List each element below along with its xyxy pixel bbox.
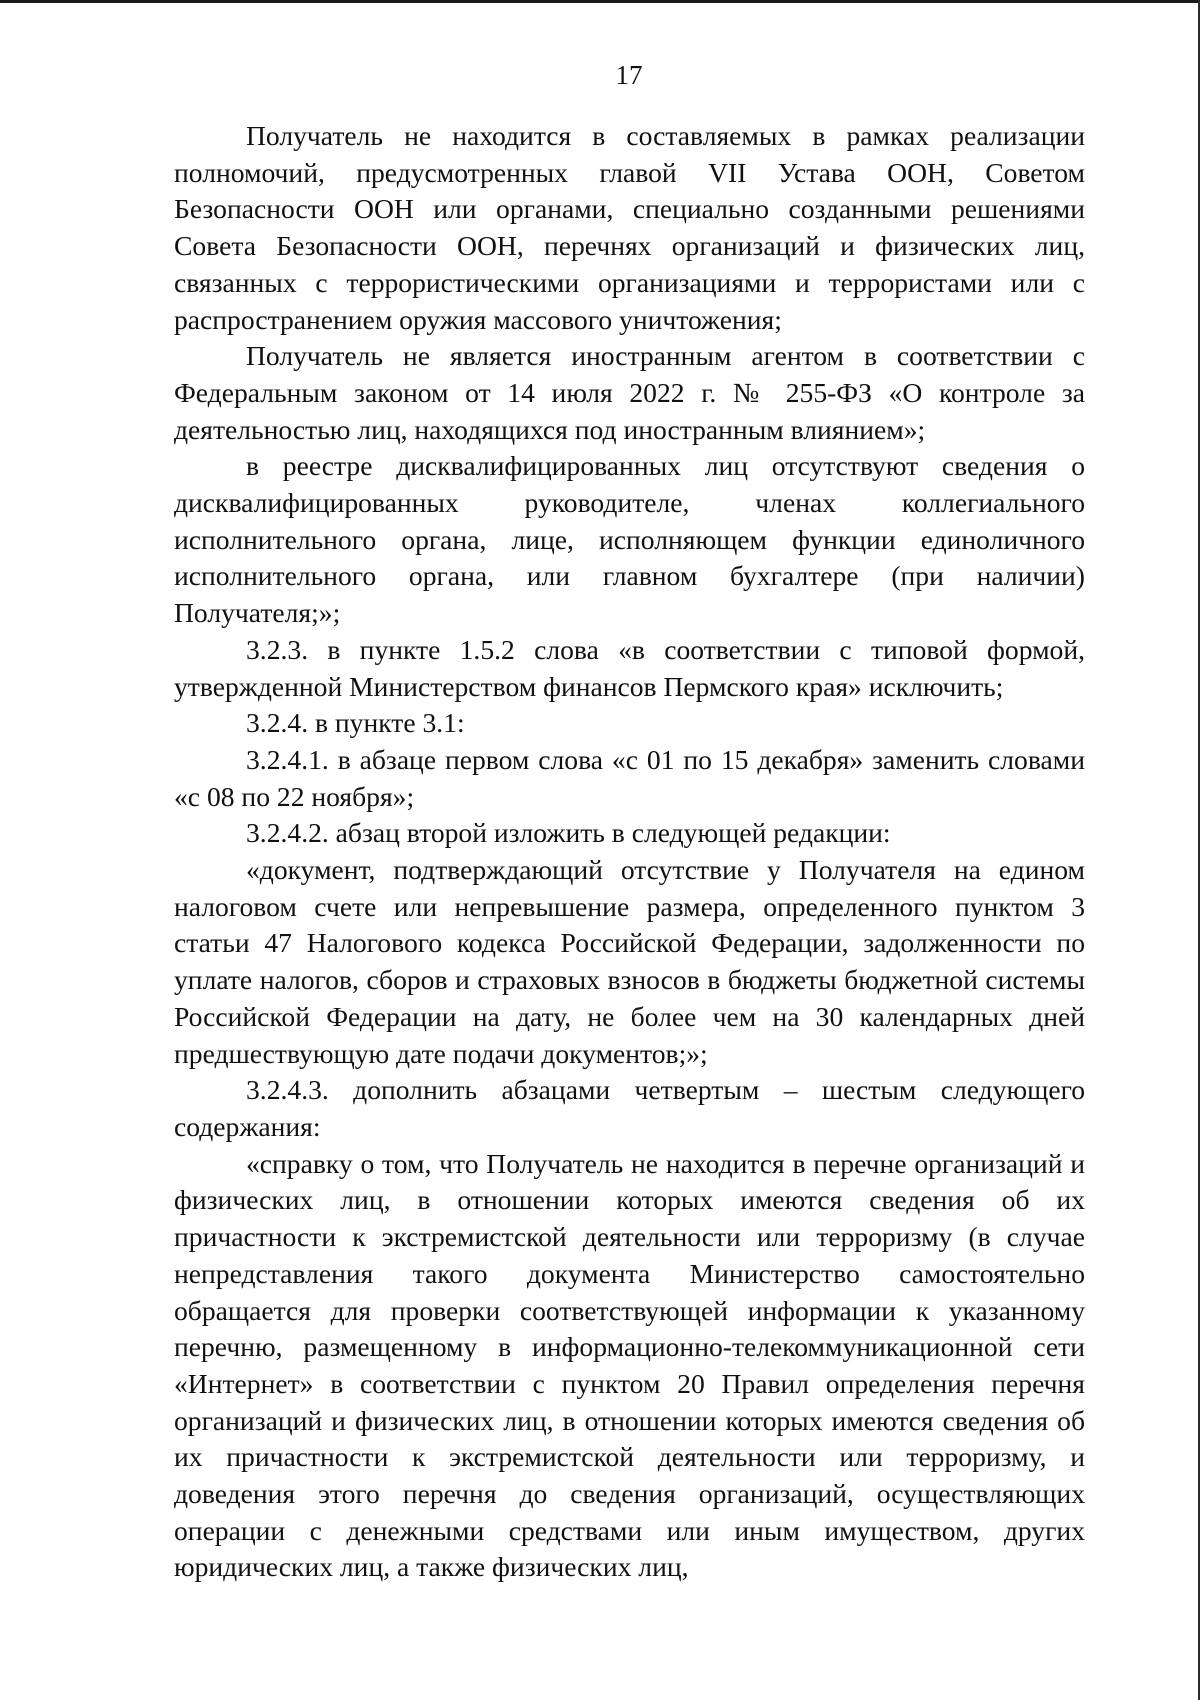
paragraph-3-2-4-1: 3.2.4.1. в абзаце первом слова «с 01 по 15 декабря» заменить словами «с 08 по 22 ноября»; (174, 743, 1085, 812)
paragraph-3-2-3: 3.2.3. в пункте 1.5.2 слова «в соответствии с типовой формой, утвержденной Министерством финансов Пермского края» исключить; (174, 633, 1085, 702)
scan-edge-top (0, 0, 1200, 3)
paragraph-un-sanctions-lists: Получатель не находится в составляемых в рамках реализации полномочий, предусмотренных главой VII Устава ООН, Советом Безопасности ООН или органами, специально созданными решениями Совета Безопасности ООН, перечнях организаций и физических лиц, связанных с террористическими организациями и террористами или с распространением оружия массового уничтожения; (174, 120, 1085, 335)
paragraph-tax-document: «документ, подтверждающий отсутствие у Получателя на едином налоговом счете или непревышение размера, определенного пунктом 3 статьи 47 Налогового кодекса Российской Федерации, задолженности по уплате налогов, сборов и страховых взносов в бюджеты бюджетной системы Российской Федерации на дату, не более чем на 30 календарных дней предшествующую дате подачи документов;»; (174, 854, 1085, 1069)
paragraph-3-2-4-3: 3.2.4.3. дополнить абзацами четвертым – шестым следующего содержания: (174, 1074, 1085, 1142)
paragraph-3-2-4: 3.2.4. в пункте 3.1: (246, 707, 465, 739)
paragraph-foreign-agent: Получатель не является иностранным агентом в соответствии с Федеральным законом от 14 июля 2022 г. № 255-ФЗ «О контроле за деятельностью лиц, находящихся под иностранным влиянием»; (174, 340, 1085, 445)
paragraph-disqualified-persons: в реестре дисквалифицированных лиц отсутствуют сведения о дисквалифицированных руководителе, членах коллегиального исполнительного органа, лице, исполняющем функции единоличного исполнительного органа, или главном бухгалтере (при наличии) Получателя;»; (174, 450, 1085, 629)
paragraph-3-2-4-2: 3.2.4.2. абзац второй изложить в следующей редакции: (246, 817, 891, 849)
document-body (174, 118, 1085, 1586)
page-number: 17 (615, 60, 643, 90)
paragraph-extremism-certificate: «справку о том, что Получатель не находится в перечне организаций и физических лиц, в отношении которых имеются сведения об их причастности к экстремистской деятельности или терроризму (в случае непредставления такого документа Министерство самостоятельно обращается для проверки соответствующей информации к указанному перечню, размещенному в информационно-телекоммуникационной сети «Интернет» в соответствии с пунктом 20 Правил определения перечня организаций и физических лиц, в отношении которых имеются сведения об их причастности к экстремистской деятельности или терроризму, и доведения этого перечня до сведения организаций, осуществляющих операции с денежными средствами или иным имуществом, других юридических лиц, а также физических лиц, (174, 1147, 1085, 1583)
